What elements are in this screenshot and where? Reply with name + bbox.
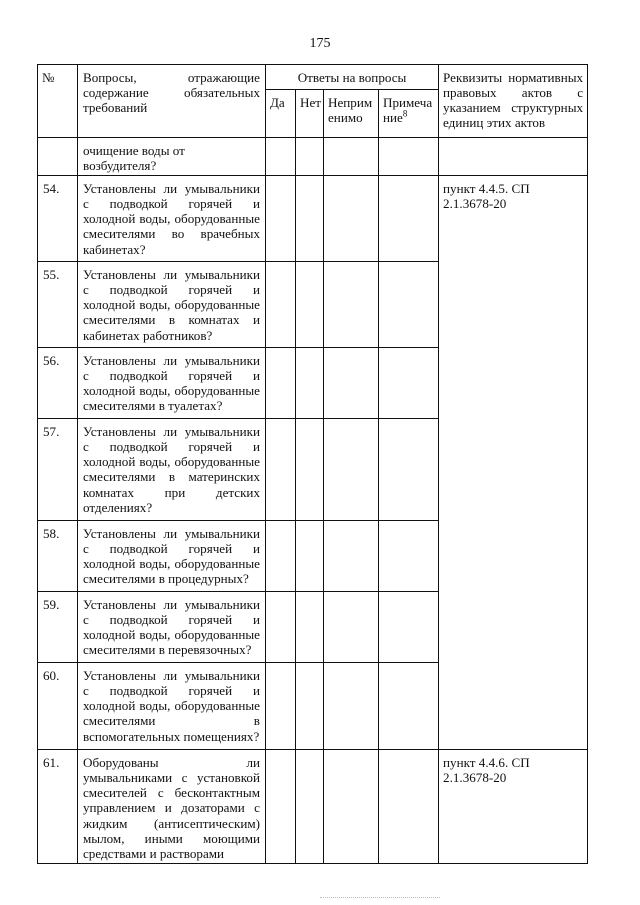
row-question: Установлены ли умывальники с подводкой горячей и холодной воды, оборудованные смесителями в материнских комнатах при детских отделениях? <box>78 419 266 521</box>
row-number: 58. <box>38 521 78 592</box>
answer-no-cell <box>296 663 324 750</box>
row-number: 57. <box>38 419 78 521</box>
header-answers-group: Ответы на вопросы <box>266 65 439 90</box>
answer-no-cell <box>296 750 324 864</box>
answer-yes-cell <box>266 521 296 592</box>
row-number: 60. <box>38 663 78 750</box>
row-number: 59. <box>38 592 78 663</box>
header-number: № <box>38 65 78 138</box>
header-note-label: Примеча ние <box>383 95 433 126</box>
row-question: Установлены ли умывальники с подводкой горячей и холодной воды, оборудованные смесителями в вспомогательных помещениях? <box>78 663 266 750</box>
answer-na-cell <box>324 521 379 592</box>
header-no: Нет <box>296 90 324 138</box>
answer-na-cell <box>324 176 379 262</box>
answer-yes-cell <box>266 262 296 348</box>
answer-yes-cell <box>266 592 296 663</box>
answer-na-cell <box>324 348 379 419</box>
row-question: Установлены ли умывальники с подводкой горячей и холодной воды, оборудованные смесителями в перевязочных? <box>78 592 266 663</box>
header-yes: Да <box>266 90 296 138</box>
answer-yes-cell <box>266 138 296 176</box>
answer-yes-cell <box>266 176 296 262</box>
continuation-question: очищение воды от возбудителя? <box>78 138 266 176</box>
answer-note-cell <box>379 419 439 521</box>
answer-note-cell <box>379 176 439 262</box>
answer-no-cell <box>296 138 324 176</box>
answer-na-cell <box>324 592 379 663</box>
header-note <box>379 90 439 138</box>
row-question: Установлены ли умывальники с подводкой горячей и холодной воды, оборудованные смесителями в комнатах и кабинетах работников? <box>78 262 266 348</box>
answer-no-cell <box>296 176 324 262</box>
answer-yes-cell <box>266 750 296 864</box>
answer-note-cell <box>379 521 439 592</box>
table-row <box>38 750 588 864</box>
answer-no-cell <box>296 521 324 592</box>
answer-note-cell <box>379 348 439 419</box>
answer-no-cell <box>296 592 324 663</box>
answer-yes-cell <box>266 663 296 750</box>
scan-artifact <box>320 897 440 900</box>
row-reference: пункт 4.4.6. СП 2.1.3678-20 <box>439 750 588 864</box>
answer-no-cell <box>296 419 324 521</box>
row-number: 54. <box>38 176 78 262</box>
answer-na-cell <box>324 138 379 176</box>
answer-note-cell <box>379 592 439 663</box>
answer-na-cell <box>324 262 379 348</box>
row-question: Оборудованы ли умывальниками с установкой смесителей с бесконтактным управлением и дозаторами с жидким (антисептическим) мылом, иными моющими средствами и растворами <box>78 750 266 864</box>
answer-na-cell <box>324 419 379 521</box>
continuation-ref-cell <box>439 138 588 176</box>
header-question: Вопросы, отражающие содержание обязательных требований <box>78 65 266 138</box>
row-question: Установлены ли умывальники с подводкой горячей и холодной воды, оборудованные смесителями в туалетах? <box>78 348 266 419</box>
table-row <box>38 176 588 262</box>
answer-na-cell <box>324 750 379 864</box>
answer-note-cell <box>379 663 439 750</box>
answer-na-cell <box>324 663 379 750</box>
row-number: 56. <box>38 348 78 419</box>
row-number: 61. <box>38 750 78 864</box>
row-reference: пункт 4.4.5. СП 2.1.3678-20 <box>439 176 588 750</box>
continuation-number-cell <box>38 138 78 176</box>
answer-yes-cell <box>266 348 296 419</box>
requirements-table <box>37 64 588 864</box>
header-requisites: Реквизиты нормативных правовых актов с указанием структурных единиц этих актов <box>439 65 588 138</box>
row-number: 55. <box>38 262 78 348</box>
answer-no-cell <box>296 348 324 419</box>
page-number: 175 <box>309 36 331 51</box>
row-question: Установлены ли умывальники с подводкой горячей и холодной воды, оборудованные смесителями во врачебных кабинетах? <box>78 176 266 262</box>
answer-no-cell <box>296 262 324 348</box>
header-note-footnote: 8 <box>402 108 408 119</box>
row-question: Установлены ли умывальники с подводкой горячей и холодной воды, оборудованные смесителями в процедурных? <box>78 521 266 592</box>
answer-note-cell <box>379 138 439 176</box>
answer-yes-cell <box>266 419 296 521</box>
answer-note-cell <box>379 750 439 864</box>
answer-note-cell <box>379 262 439 348</box>
header-not-applicable: Неприм енимо <box>324 90 379 138</box>
